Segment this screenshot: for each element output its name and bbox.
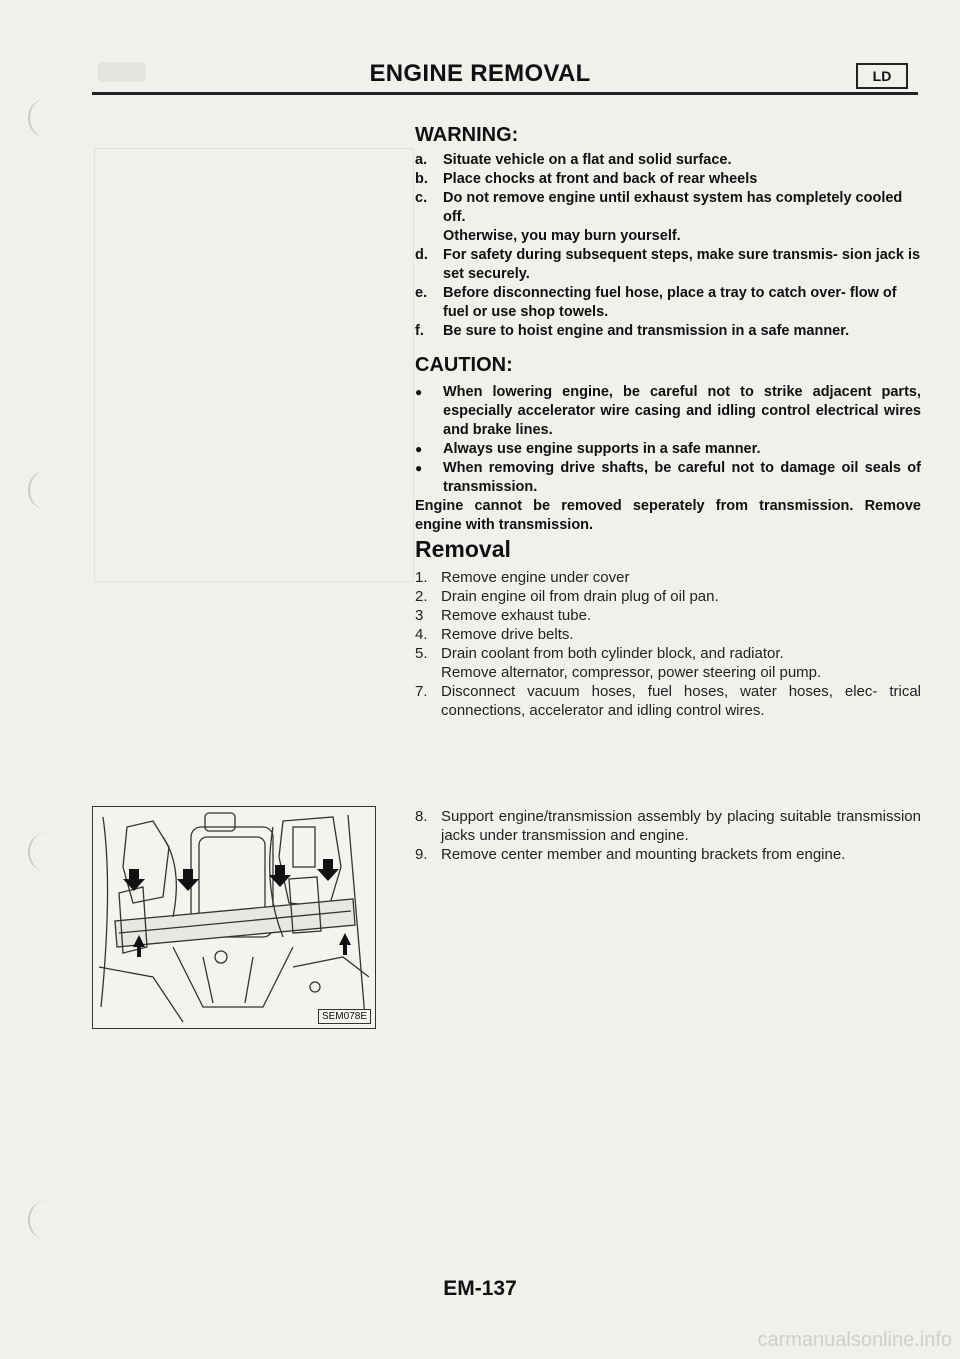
page-number: EM-137: [443, 1277, 517, 1300]
step-item: 9. Remove center member and mounting brackets from engine.: [415, 846, 846, 863]
binder-hole: [28, 470, 66, 510]
binder-hole: [28, 98, 66, 138]
step-item: 8. Support engine/transmission assembly by placing suitable transmission jacks under transmission and engine.: [415, 808, 921, 844]
binder-hole: [28, 1200, 66, 1240]
warning-item: Otherwise, you may burn yourself.: [443, 228, 681, 244]
ghost-tab: [98, 62, 146, 82]
warning-item: a. Situate vehicle on a flat and solid surface.: [415, 152, 732, 168]
step-item: 7. Disconnect vacuum hoses, fuel hoses, water hoses, elec- trical connections, accelerator and idling control wires.: [415, 683, 921, 719]
binder-hole: [28, 832, 66, 872]
engine-mount-figure: [92, 806, 376, 1029]
caution-heading: CAUTION:: [415, 354, 513, 376]
step-item: Remove alternator, compressor, power steering oil pump.: [441, 664, 822, 681]
warning-item: b. Place chocks at front and back of rear wheels: [415, 171, 758, 187]
caution-note: Engine cannot be removed seperately from transmission. Remove engine with transmission.: [415, 498, 921, 533]
step-item: 4. Remove drive belts.: [415, 626, 574, 643]
caution-item: ● Always use engine supports in a safe manner.: [415, 441, 761, 457]
removal-steps-list-2: [415, 807, 921, 864]
step-item: 3 Remove exhaust tube.: [415, 607, 592, 624]
bullet-icon: ●: [415, 442, 423, 456]
figure-code: SEM078E: [318, 1009, 371, 1024]
step-item: 5. Drain coolant from both cylinder block, and radiator.: [415, 645, 784, 662]
ghost-figure-frame: [94, 148, 414, 582]
removal-heading: Removal: [415, 536, 511, 562]
watermark: carmanualsonline.info: [757, 1329, 952, 1351]
page-title: ENGINE REMOVAL: [369, 60, 591, 87]
warning-item: d. For safety during subsequent steps, make sure transmis- sion jack is set securely.: [415, 247, 921, 282]
engine-mount-drawing: [93, 807, 375, 1028]
warning-heading: WARNING:: [415, 124, 519, 146]
engine-code-badge: LD: [856, 63, 908, 89]
caution-item: ● When removing drive shafts, be careful not to damage oil seals of transmission.: [415, 460, 921, 495]
bullet-icon: ●: [415, 385, 423, 399]
removal-steps-list: [415, 568, 921, 720]
warning-item: c. Do not remove engine until exhaust system has completely cooled off.: [415, 190, 903, 225]
warning-item: f. Be sure to hoist engine and transmission in a safe manner.: [415, 323, 850, 339]
caution-item: ● When lowering engine, be careful not to strike adjacent parts, especially accelerator wire casing and idling control electrical wires and brake lines.: [415, 384, 921, 438]
bullet-icon: ●: [415, 461, 423, 475]
warning-section: [415, 124, 921, 341]
step-item: 1. Remove engine under cover: [415, 569, 630, 586]
step-item: 2. Drain engine oil from drain plug of oil pan.: [415, 588, 719, 605]
caution-section: [415, 354, 921, 535]
warning-item: e. Before disconnecting fuel hose, place a tray to catch over- flow of fuel or use shop towels.: [415, 285, 897, 320]
header-rule: [92, 92, 918, 95]
